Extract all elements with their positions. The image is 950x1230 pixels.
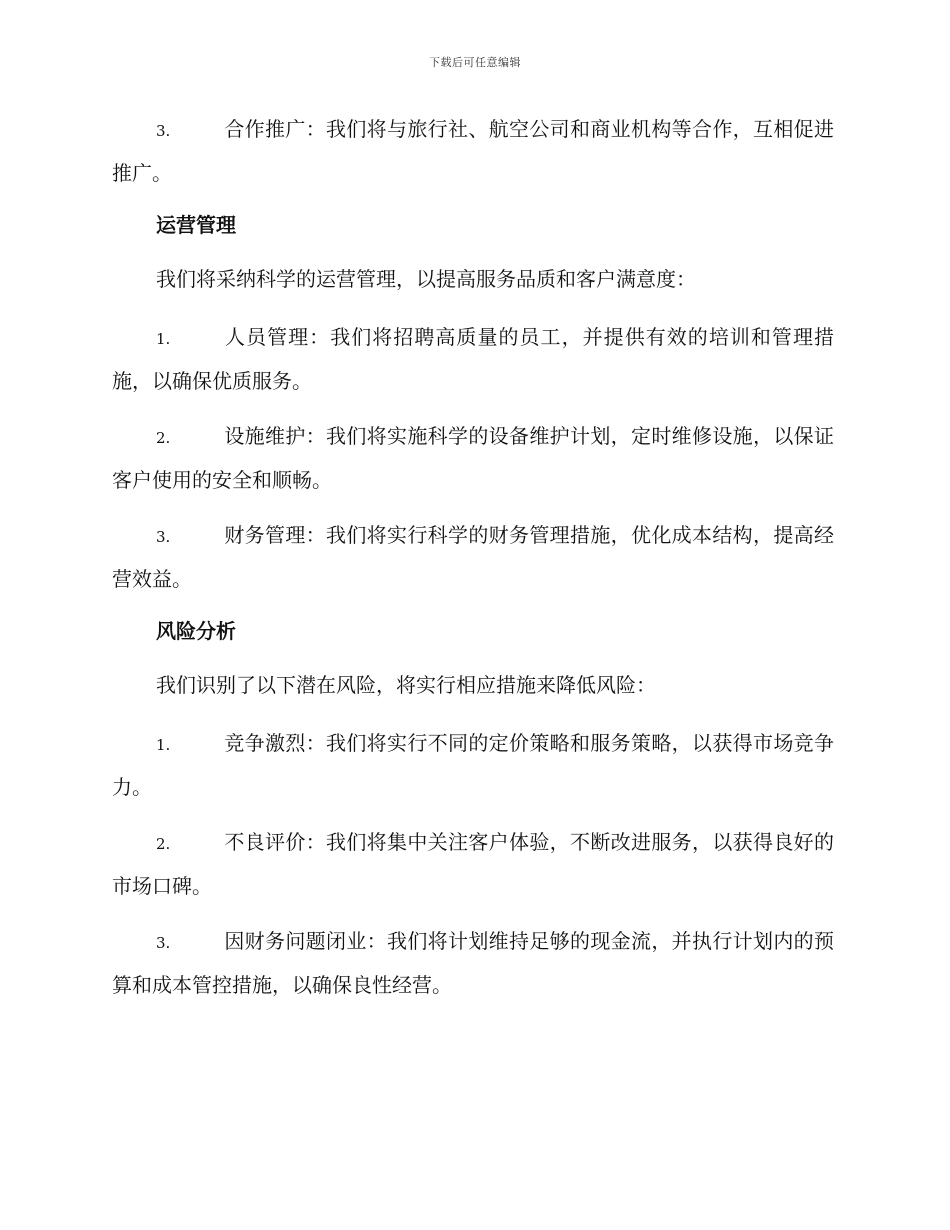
list-number: 1. <box>156 736 171 754</box>
list-text: 设施维护：我们将实施科学的设备维护计划，定时维修设施，以保证客户使用的安全和顺畅。 <box>112 424 834 492</box>
section-intro-operations: 我们将采纳科学的运营管理，以提高服务品质和客户满意度： <box>156 267 696 291</box>
list-number: 3. <box>156 934 171 952</box>
list-text: 合作推广：我们将与旅行社、航空公司和商业机构等合作，互相促进推广。 <box>112 117 834 185</box>
section-heading-operations: 运营管理 <box>156 213 236 237</box>
list-item-promotion-3 <box>112 108 834 194</box>
list-number: 3. <box>156 528 171 546</box>
list-item-risk-1 <box>112 722 834 808</box>
list-item-risk-3 <box>112 920 834 1006</box>
list-number: 3. <box>156 122 171 140</box>
list-item-operations-1 <box>112 316 834 402</box>
list-text: 因财务问题闭业：我们将计划维持足够的现金流，并执行计划内的预算和成本管控措施，以确保良性经营。 <box>112 929 834 997</box>
list-number: 2. <box>156 835 171 853</box>
list-number: 2. <box>156 429 171 447</box>
list-item-risk-2 <box>112 821 834 907</box>
list-text: 财务管理：我们将实行科学的财务管理措施，优化成本结构，提高经营效益。 <box>112 523 834 591</box>
list-item-operations-2 <box>112 415 834 501</box>
section-intro-risk: 我们识别了以下潜在风险，将实行相应措施来降低风险： <box>156 673 656 697</box>
header-note: 下载后可任意编辑 <box>429 56 521 69</box>
document-body <box>112 108 834 1019</box>
section-heading-risk: 风险分析 <box>156 619 236 643</box>
list-text: 人员管理：我们将招聘高质量的员工，并提供有效的培训和管理措施，以确保优质服务。 <box>112 325 834 393</box>
list-text: 竞争激烈：我们将实行不同的定价策略和服务策略，以获得市场竞争力。 <box>112 731 834 799</box>
list-text: 不良评价：我们将集中关注客户体验，不断改进服务，以获得良好的市场口碑。 <box>112 830 834 898</box>
list-number: 1. <box>156 330 171 348</box>
list-item-operations-3 <box>112 514 834 600</box>
